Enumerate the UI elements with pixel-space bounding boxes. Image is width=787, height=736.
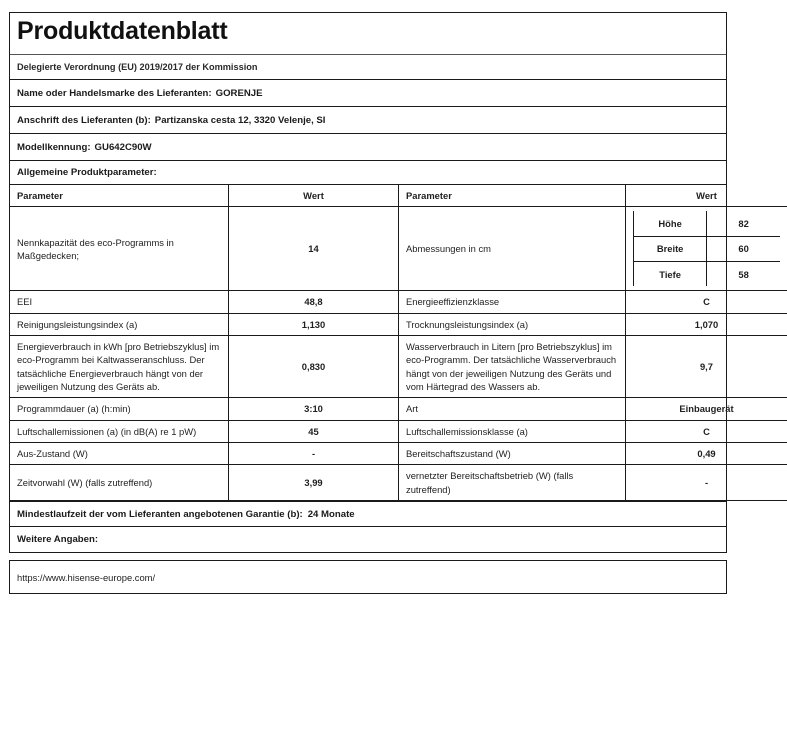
regulation-band bbox=[10, 55, 726, 80]
cell-value-capacity: 14 bbox=[229, 207, 399, 291]
cell-parameter-drying-index: Trocknungsleistungsindex (a) bbox=[399, 313, 626, 335]
cell-value-noise: 45 bbox=[229, 420, 399, 442]
warranty-band bbox=[9, 501, 727, 527]
table-row bbox=[10, 420, 787, 442]
cell-value-energy-consumption: 0,830 bbox=[229, 336, 399, 398]
url-band bbox=[9, 560, 727, 594]
cell-parameter-cleaning-index: Reinigungsleistungsindex (a) bbox=[10, 313, 229, 335]
table-row bbox=[10, 207, 787, 291]
cell-value-water-consumption: 9,7 bbox=[626, 336, 787, 398]
dimension-label-height: Höhe bbox=[634, 211, 707, 236]
cell-parameter-eei: EEI bbox=[10, 291, 229, 313]
cell-value-duration: 3:10 bbox=[229, 398, 399, 420]
cell-value-noise-class: C bbox=[626, 420, 787, 442]
further-info-label: Weitere Angaben: bbox=[17, 534, 99, 546]
dimension-row-depth bbox=[634, 261, 781, 286]
cell-parameter-duration: Programmdauer (a) (h:min) bbox=[10, 398, 229, 420]
cell-value-standby: 0,49 bbox=[626, 443, 787, 465]
dimension-value-height: 82 bbox=[707, 211, 780, 236]
cell-parameter-noise-class: Luftschallemissionsklasse (a) bbox=[399, 420, 626, 442]
supplier-address-label: Anschrift des Lieferanten (b): bbox=[17, 114, 151, 126]
dimension-row-height bbox=[634, 211, 781, 236]
cell-value-energy-class: C bbox=[626, 291, 787, 313]
cell-parameter-type: Art bbox=[399, 398, 626, 420]
dimension-label-width: Breite bbox=[634, 236, 707, 261]
supplier-address-band bbox=[10, 107, 726, 134]
dimension-value-width: 60 bbox=[707, 236, 780, 261]
supplier-name-label: Name oder Handelsmarke des Lieferanten: bbox=[17, 87, 212, 99]
table-row bbox=[10, 465, 787, 501]
table-row bbox=[10, 291, 787, 313]
page-title: Produktdatenblatt bbox=[17, 17, 228, 45]
cell-parameter-noise: Luftschallemissionen (a) (in dB(A) re 1 pW) bbox=[10, 420, 229, 442]
cell-parameter-water-consumption: Wasserverbrauch in Litern [pro Betriebszyklus] im eco-Programm. Der tatsächliche Wasserverbrauch hängt von der jeweiligen Nutzung des Geräts und vom Härtegrad des Wassers ab. bbox=[399, 336, 626, 398]
cell-value-type: Einbaugerät bbox=[626, 398, 787, 420]
table-row bbox=[10, 313, 787, 335]
supplier-name-value: GORENJE bbox=[215, 87, 263, 99]
table-header-row bbox=[10, 185, 787, 207]
supplier-address-value: Partizanska cesta 12, 3320 Velenje, SI bbox=[154, 114, 326, 126]
cell-parameter-delay-start: Zeitvorwahl (W) (falls zutreffend) bbox=[10, 465, 229, 501]
cell-parameter-capacity: Nennkapazität des eco-Programms in Maßgedecken; bbox=[10, 207, 229, 291]
cell-value-delay-start: 3,99 bbox=[229, 465, 399, 501]
table-row bbox=[10, 398, 787, 420]
cell-parameter-networked-standby: vernetzter Bereitschaftsbetrieb (W) (falls zutreffend) bbox=[399, 465, 626, 501]
model-value: GU642C90W bbox=[94, 141, 152, 153]
cell-parameter-off-mode: Aus-Zustand (W) bbox=[10, 443, 229, 465]
warranty-label: Mindestlaufzeit der vom Lieferanten angebotenen Garantie (b): bbox=[17, 508, 303, 520]
cell-value-drying-index: 1,070 bbox=[626, 313, 787, 335]
cell-value-eei: 48,8 bbox=[229, 291, 399, 313]
datasheet-frame bbox=[9, 12, 749, 501]
cell-value-off-mode: - bbox=[229, 443, 399, 465]
supplier-website-url[interactable]: https://www.hisense-europe.com/ bbox=[17, 571, 156, 583]
dimension-value-depth: 58 bbox=[707, 261, 780, 286]
dimension-label-depth: Tiefe bbox=[634, 261, 707, 286]
supplier-name-band bbox=[10, 80, 726, 107]
cell-value-cleaning-index: 1,130 bbox=[229, 313, 399, 335]
regulation-text: Delegierte Verordnung (EU) 2019/2017 der Kommission bbox=[17, 62, 258, 72]
header-value-right: Wert bbox=[626, 185, 787, 207]
table-row bbox=[10, 443, 787, 465]
header-parameter-right: Parameter bbox=[399, 185, 626, 207]
warranty-value: 24 Monate bbox=[307, 508, 355, 520]
cell-parameter-dimensions: Abmessungen in cm bbox=[399, 207, 626, 291]
general-parameters-band bbox=[10, 161, 726, 185]
cell-value-networked-standby: - bbox=[626, 465, 787, 501]
header-value-left: Wert bbox=[229, 185, 399, 207]
model-label: Modellkennung: bbox=[17, 141, 91, 153]
header-parameter-left: Parameter bbox=[10, 185, 229, 207]
general-parameters-label: Allgemeine Produktparameter: bbox=[17, 167, 157, 178]
cell-value-dimensions bbox=[626, 207, 787, 291]
dimension-row-width bbox=[634, 236, 781, 261]
cell-parameter-energy-class: Energieeffizienzklasse bbox=[399, 291, 626, 313]
further-info-band bbox=[9, 527, 727, 553]
footer-spacer bbox=[9, 553, 727, 560]
cell-parameter-energy-consumption: Energieverbrauch in kWh [pro Betriebszyklus] im eco-Programm bei Kaltwasseranschluss. Der tatsächliche Energieverbrauch hängt von der jeweiligen Nutzung des Geräts ab. bbox=[10, 336, 229, 398]
title-band bbox=[10, 13, 726, 55]
dimensions-subtable bbox=[633, 211, 780, 286]
model-band bbox=[10, 134, 726, 161]
parameters-table bbox=[10, 185, 787, 501]
cell-parameter-standby: Bereitschaftszustand (W) bbox=[399, 443, 626, 465]
table-row bbox=[10, 336, 787, 398]
